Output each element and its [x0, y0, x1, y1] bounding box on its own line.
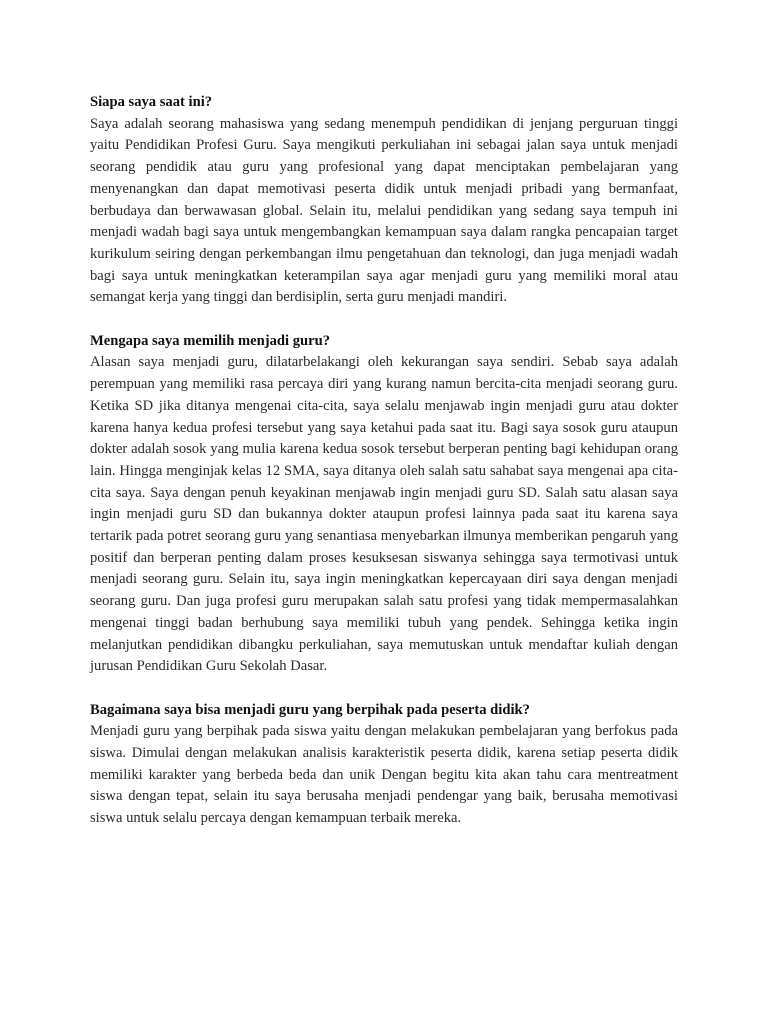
section-who-am-i — [90, 92, 678, 309]
section-why-teacher — [90, 331, 678, 678]
document-body — [90, 92, 678, 852]
section-paragraph: Menjadi guru yang berpihak pada siswa yaitu dengan melakukan pembelajaran yang berfokus pada siswa. Dimulai dengan melakukan analisis karakteristik peserta didik, karena setiap peserta didik memiliki karakter yang berbeda beda dan unik Dengan begitu kita akan tahu cara mentreatment siswa dengan tepat, selain itu saya berusaha menjadi pendengar yang baik, berusaha memotivasi siswa untuk selalu percaya dengan kemampuan terbaik mereka. — [90, 723, 678, 827]
section-heading: Siapa saya saat ini? — [90, 94, 213, 110]
section-heading: Mengapa saya memilih menjadi guru? — [90, 332, 330, 349]
section-student-centered — [90, 700, 678, 830]
section-paragraph: Saya adalah seorang mahasiswa yang sedang menempuh pendidikan di jenjang perguruan tinggi yaitu Pendidikan Profesi Guru. Saya mengikuti perkuliahan ini sebagai jalan saya untuk menjadi seorang pendidik atau guru yang profesional yang dapat menciptakan pembelajaran yang menyenangkan dan dapat memotivasi peserta didik untuk menjadi pribadi yang bermanfaat, berbudaya dan berwawasan global. Selain itu, melalui pendidikan yang sedang saya tempuh ini menjadi wadah bagi saya untuk mengembangkan kemampuan saya dalam rangka pencapaian target kurikulum seiring dengan perkembangan ilmu pengetahuan dan teknologi, dan juga menjadi wadah bagi saya untuk meningkatkan keterampilan saya agar menjadi guru yang memiliki moral atau semangat kerja yang tinggi dan berdisiplin, serta guru menjadi mandiri. — [90, 115, 678, 306]
section-heading: Bagaimana saya bisa menjadi guru yang berpihak pada peserta didik? — [90, 701, 530, 718]
section-paragraph: Alasan saya menjadi guru, dilatarbelakangi oleh kekurangan saya sendiri. Sebab saya adalah perempuan yang memiliki rasa percaya diri yang kurang namun bercita-cita menjadi seorang guru. Ketika SD jika ditanya mengenai cita-cita, saya selalu menjawab ingin menjadi guru atau dokter karena hanya kedua profesi tersebut yang saya ketahui pada saat itu. Bagi saya sosok guru ataupun dokter adalah sosok yang mulia karena kedua sosok tersebut berperan penting bagi kehidupan orang lain. Hingga menginjak kelas 12 SMA, saya ditanya oleh salah satu sahabat saya mengenai apa cita-cita saya. Saya dengan penuh keyakinan menjawab ingin menjadi guru SD. Salah satu alasan saya ingin menjadi guru SD dan bukannya dokter ataupun profesi lainnya pada saat itu karena saya tertarik pada potret seorang guru yang senantiasa menyebarkan ilmunya memberikan pengaruh yang positif dan berperan penting dalam proses kesuksesan siswanya sehingga saya termotivasi untuk menjadi seorang guru. Selain itu, saya ingin meningkatkan kepercayaan diri saya dengan menjadi seorang guru. Dan juga profesi guru merupakan salah satu profesi yang tidak mempermasalahkan mengenai tinggi badan berhubung saya memiliki tubuh yang pendek. Sehingga ketika ingin melanjutkan pendidikan dibangku perkuliahan, saya memutuskan untuk mendaftar kuliah dengan jurusan Pendidikan Guru Sekolah Dasar. — [90, 354, 678, 675]
